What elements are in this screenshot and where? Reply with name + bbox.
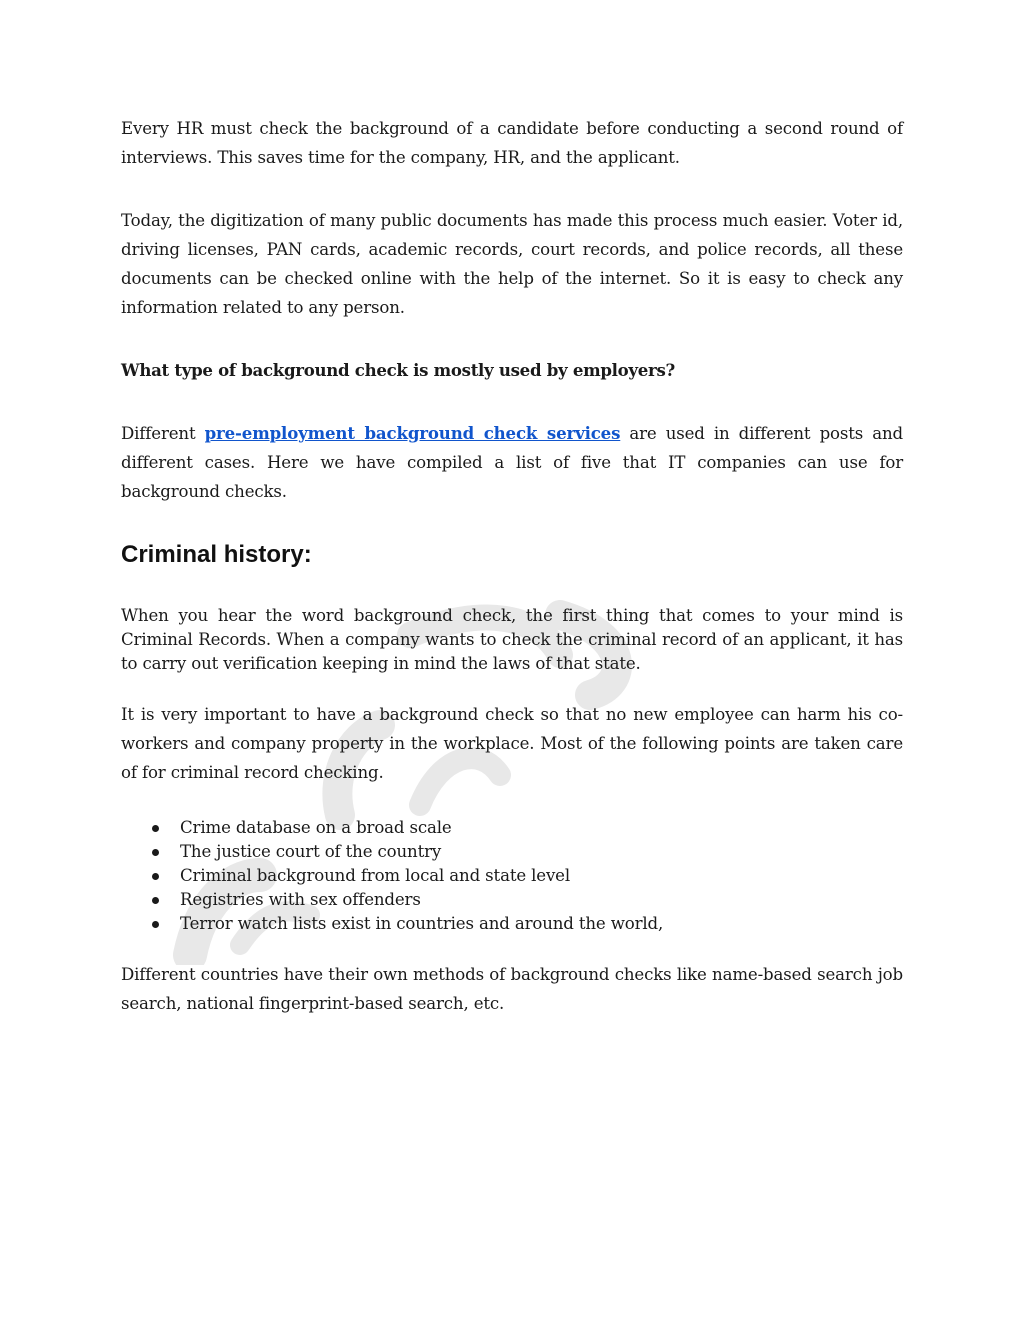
bullet-icon [152, 897, 159, 904]
services-paragraph [121, 419, 903, 506]
digitization-paragraph: Today, the digitization of many public documents has made this process much easier. Voter id, driving licenses, PAN cards, academic records, court records, and police records, all these documents can be checked online with the help of the internet. So it is easy to check any information related to any person. [121, 211, 903, 317]
importance-paragraph: It is very important to have a background check so that no new employee can harm his co-workers and company property in the workplace. Most of the following points are taken care of for criminal record checking. [121, 705, 903, 782]
list-item: Crime database on a broad scale [121, 816, 903, 840]
section-subheading: What type of background check is mostly used by employers? [121, 360, 675, 380]
bullet-icon [152, 825, 159, 832]
bullet-icon [152, 921, 159, 928]
document-body [121, 114, 903, 1018]
methods-paragraph: Different countries have their own methods of background checks like name-based search job search, national fingerprint-based search, etc. [121, 965, 903, 1013]
intro-paragraph: Every HR must check the background of a candidate before conducting a second round of interviews. This saves time for the company, HR, and the applicant. [121, 119, 903, 167]
list-item: Criminal background from local and state level [121, 864, 903, 888]
services-text-before: Different [121, 424, 205, 443]
list-item: The justice court of the country [121, 840, 903, 864]
pre-employment-services-link[interactable]: pre-employment background check services [204, 423, 621, 443]
list-item: Registries with sex offenders [121, 888, 903, 912]
bullet-icon [152, 873, 159, 880]
criminal-history-heading: Criminal history: [121, 541, 312, 568]
list-item: Terror watch lists exist in countries and around the world, [121, 912, 903, 936]
criminal-checks-list [121, 816, 903, 936]
bullet-icon [152, 849, 159, 856]
criminal-records-paragraph: When you hear the word background check, the first thing that comes to your mind is Criminal Records. When a company wants to check the criminal record of an applicant, it has to carry out verification keeping in mind the laws of that state. [121, 606, 903, 673]
services-text-after: are used in different posts and different cases. Here we have compiled a list of five that IT companies can use for background checks. [121, 424, 903, 501]
